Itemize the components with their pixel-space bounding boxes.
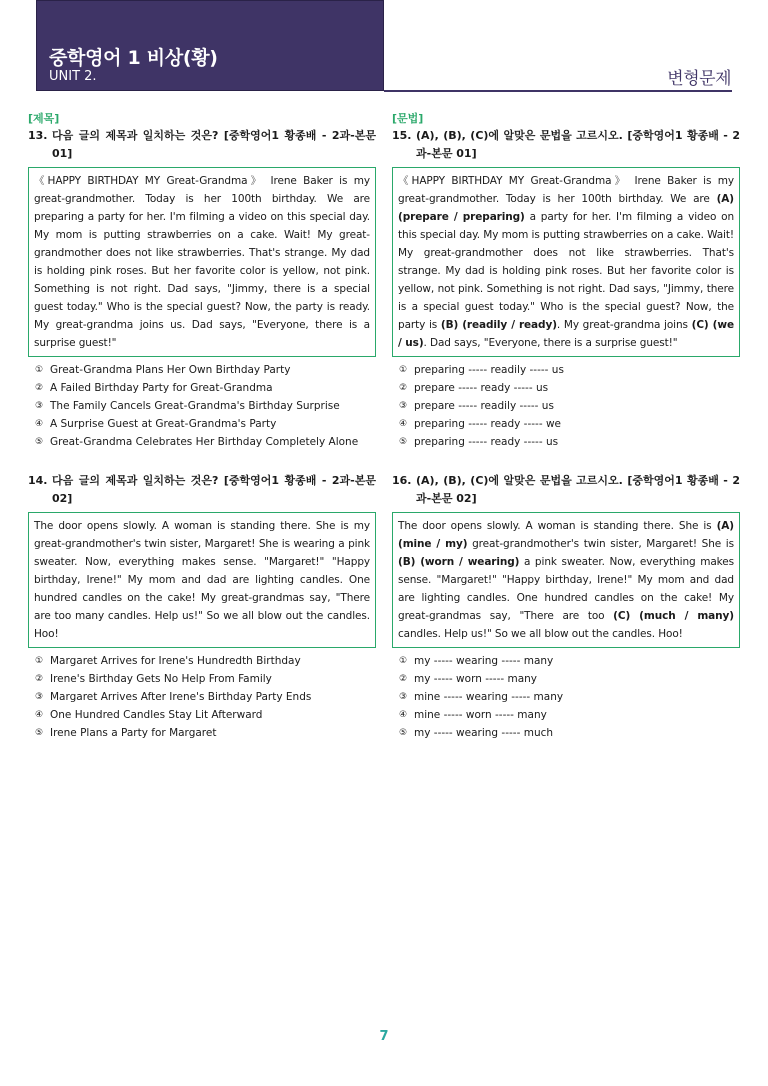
option-item[interactable]	[28, 724, 376, 742]
option-marker: ⑤	[399, 728, 408, 738]
question-16-options	[392, 652, 740, 742]
option-item[interactable]	[28, 397, 376, 415]
option-marker: ⑤	[399, 437, 408, 447]
passage-text: a pink sweater. Now, everything makes sense. "Margaret!" "Happy birthday, Irene!" My mom and dad are lighting candles. One hundred candles on the cake! My great-grandmas say, "There are too	[398, 556, 734, 622]
unit-label: UNIT 2.	[49, 69, 97, 84]
option-item[interactable]	[28, 652, 376, 670]
option-text: mine ----- worn ----- many	[414, 709, 547, 721]
option-text: my ----- wearing ----- much	[414, 727, 554, 739]
spacer	[392, 451, 740, 471]
option-item[interactable]	[392, 397, 740, 415]
option-marker: ②	[399, 674, 408, 684]
option-text: A Failed Birthday Party for Great-Grandma	[50, 382, 273, 394]
question-13-tag: [제목]	[28, 112, 60, 125]
option-item[interactable]	[392, 706, 740, 724]
option-marker: ①	[399, 365, 408, 375]
question-15-text: (A), (B), (C)에 알맞은 문법을 고르시오. [중학영어1 황종배 - 2과-본문 01]	[416, 129, 740, 160]
option-item[interactable]	[28, 415, 376, 433]
option-text: mine ----- wearing ----- many	[414, 691, 564, 703]
question-14	[28, 472, 376, 508]
question-16-text: (A), (B), (C)에 알맞은 문법을 고르시오. [중학영어1 황종배 - 2과-본문 02]	[416, 474, 740, 505]
blank-c: (C) (we / us)	[398, 319, 734, 349]
option-item[interactable]	[28, 379, 376, 397]
option-marker: ①	[35, 365, 44, 375]
option-text: preparing ----- readily ----- us	[414, 364, 564, 376]
blank-a: (A) (prepare / preparing)	[398, 193, 734, 223]
question-16	[392, 472, 740, 508]
spacer	[28, 451, 376, 471]
option-item[interactable]	[392, 433, 740, 451]
blank-b: (B) (readily / ready)	[440, 319, 557, 331]
option-text: A Surprise Guest at Great-Grandma's Party	[50, 418, 277, 430]
blank-c: (C) (much / many)	[613, 610, 734, 622]
passage-text: . Dad says, "Everyone, there is a surprise guest!"	[423, 337, 678, 349]
option-marker: ③	[399, 401, 408, 411]
question-16-passage	[392, 512, 740, 648]
option-marker: ③	[35, 401, 44, 411]
question-15-options	[392, 361, 740, 451]
option-text: Irene's Birthday Gets No Help From Family	[50, 673, 272, 685]
option-item[interactable]	[28, 688, 376, 706]
blank-a: (A) (mine / my)	[398, 520, 734, 550]
option-marker: ③	[35, 692, 44, 702]
option-text: Margaret Arrives for Irene's Hundredth Birthday	[50, 655, 301, 667]
option-item[interactable]	[28, 670, 376, 688]
option-item[interactable]	[392, 361, 740, 379]
question-14-options	[28, 652, 376, 742]
question-16-number: 16.	[392, 474, 412, 487]
page-number: 7	[379, 1029, 389, 1044]
option-marker: ⑤	[35, 437, 44, 447]
option-text: prepare ----- readily ----- us	[414, 400, 554, 412]
option-marker: ④	[35, 710, 44, 720]
option-marker: ④	[399, 710, 408, 720]
passage-text: . My great-grandma joins	[556, 319, 692, 331]
option-text: One Hundred Candles Stay Lit Afterward	[50, 709, 263, 721]
option-item[interactable]	[392, 688, 740, 706]
option-item[interactable]	[392, 724, 740, 742]
question-15	[392, 127, 740, 163]
option-marker: ③	[399, 692, 408, 702]
option-text: Irene Plans a Party for Margaret	[50, 727, 217, 739]
passage-text: The door opens slowly. A woman is standing there. She is	[398, 520, 717, 532]
option-text: prepare ----- ready ----- us	[414, 382, 549, 394]
option-text: Great-Grandma Plans Her Own Birthday Party	[50, 364, 291, 376]
option-marker: ②	[35, 674, 44, 684]
question-15-tag: [문법]	[392, 112, 424, 125]
question-14-passage: The door opens slowly. A woman is standing there. She is my great-grandmother's twin sister, Margaret! She is wearing a pink sweater. Now, everything makes sense. "Margaret!" "Happy birthday, Irene!" My mom and dad are lighting candles. One hundred candles on the cake! My great-grandmas say, "There are too many candles. Help us!" So we all blow out the candles. Hoo!	[28, 512, 376, 648]
section-label: 변형문제	[667, 69, 731, 89]
option-text: my ----- wearing ----- many	[414, 655, 554, 667]
option-item[interactable]	[392, 652, 740, 670]
option-item[interactable]	[392, 670, 740, 688]
option-text: Great-Grandma Celebrates Her Birthday Completely Alone	[50, 436, 359, 448]
option-item[interactable]	[28, 433, 376, 451]
question-13	[28, 127, 376, 163]
option-marker: ①	[35, 656, 44, 666]
option-item[interactable]	[28, 361, 376, 379]
option-item[interactable]	[392, 379, 740, 397]
option-marker: ④	[35, 419, 44, 429]
option-text: preparing ----- ready ----- we	[414, 418, 562, 430]
left-column	[28, 112, 376, 742]
question-14-number: 14.	[28, 474, 48, 487]
question-13-number: 13.	[28, 129, 48, 142]
option-marker: ②	[35, 383, 44, 393]
question-14-text: 다음 글의 제목과 일치하는 것은? [중학영어1 황종배 - 2과-본문 02]	[52, 474, 376, 505]
question-13-options	[28, 361, 376, 451]
passage-text: candles. Help us!" So we all blow out the candles. Hoo!	[398, 628, 683, 640]
option-marker: ④	[399, 419, 408, 429]
book-title: 중학영어 1 비상(황)	[49, 47, 218, 69]
passage-text: 《HAPPY BIRTHDAY MY Great-Grandma》 Irene Baker is my great-grandmother. Today is her 100th birthday. We are	[398, 175, 734, 205]
header-banner	[36, 0, 384, 91]
option-marker: ①	[399, 656, 408, 666]
question-15-number: 15.	[392, 129, 412, 142]
option-text: my ----- worn ----- many	[414, 673, 538, 685]
header-divider	[384, 90, 732, 92]
passage-text: a party for her. I'm filming a video on this special day. My mom is putting strawberries on a cake. Wait! My great-grandmother does not like strawberries. That's strange. My dad is holding pink roses. But her favorite color is yellow, not pink. Something is not right. Dad says, "Jimmy, there is a special guest today." Who is the special guest? Now, the party is	[398, 211, 734, 331]
option-marker: ⑤	[35, 728, 44, 738]
option-item[interactable]	[392, 415, 740, 433]
question-15-passage	[392, 167, 740, 357]
option-marker: ②	[399, 383, 408, 393]
blank-b: (B) (worn / wearing)	[398, 556, 520, 568]
question-13-passage: 《HAPPY BIRTHDAY MY Great-Grandma》 Irene Baker is my great-grandmother. Today is her 100th birthday. We are preparing a party for her. I'm filming a video on this special day. My mom is putting strawberries on a cake. Wait! My great-grandmother does not like strawberries. That's strange. My dad is holding pink roses. But her favorite color is yellow, not pink. Something is not right. Dad says, "Jimmy, there is a special guest today." Who is the special guest? Now, the party is ready. My great-grandma joins us. Dad says, "Everyone, there is a surprise guest!"	[28, 167, 376, 357]
passage-text: great-grandmother's twin sister, Margaret! She is	[467, 538, 734, 550]
option-text: preparing ----- ready ----- us	[414, 436, 559, 448]
option-item[interactable]	[28, 706, 376, 724]
right-column	[392, 112, 740, 742]
question-13-text: 다음 글의 제목과 일치하는 것은? [중학영어1 황종배 - 2과-본문 01]	[52, 129, 376, 160]
option-text: The Family Cancels Great-Grandma's Birthday Surprise	[50, 400, 340, 412]
option-text: Margaret Arrives After Irene's Birthday Party Ends	[50, 691, 312, 703]
